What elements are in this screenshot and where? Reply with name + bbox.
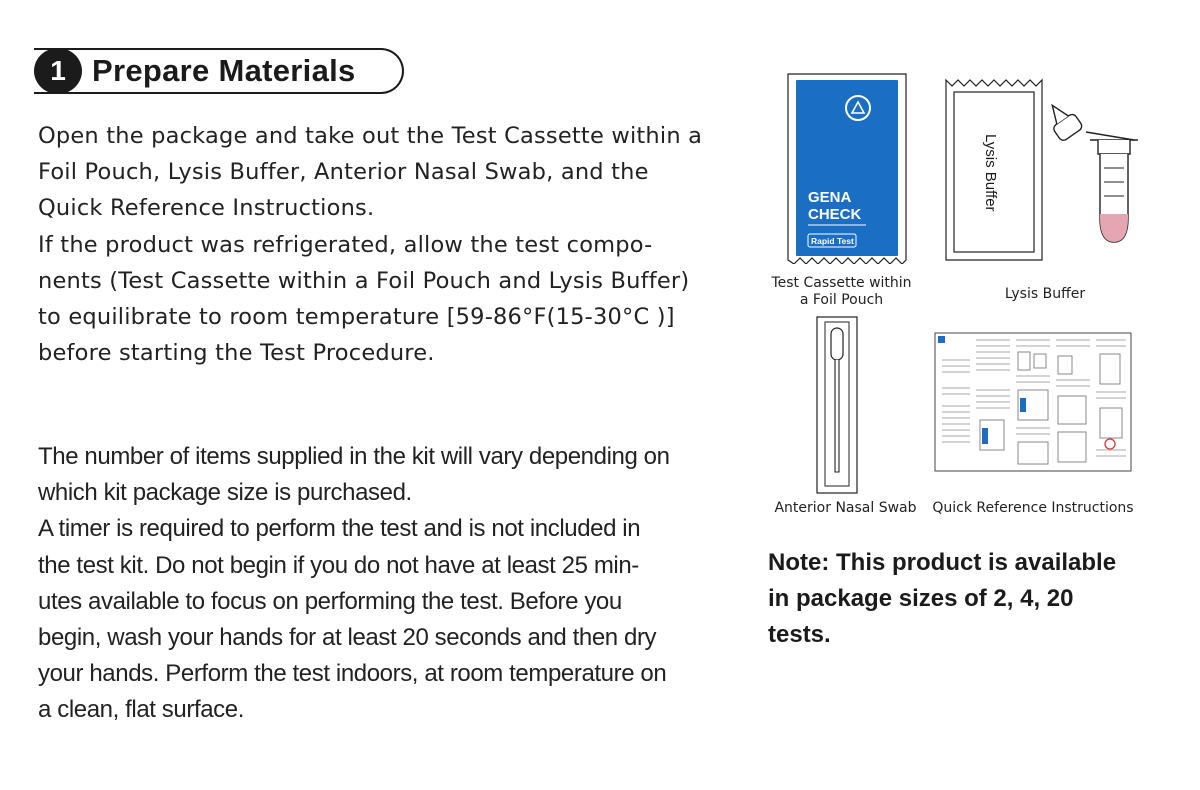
quick-reference-instructions-illustration xyxy=(934,332,1132,472)
buffer-tube-illustration xyxy=(1046,96,1142,246)
lysis-buffer-pouch-illustration xyxy=(944,78,1044,264)
brand-line2: CHECK xyxy=(808,206,862,223)
section-title: Prepare Materials xyxy=(92,53,356,88)
test-cassette-pouch-illustration xyxy=(786,72,908,264)
brand-line1: GENA xyxy=(808,189,852,206)
nasal-swab-caption: Anterior Nasal Swab xyxy=(774,500,917,516)
rapid-test-badge: Rapid Test xyxy=(811,236,854,246)
package-size-note: Note: This product is available in package sizes of 2, 4, 20 tests. xyxy=(768,549,1117,648)
quick-reference-caption: Quick Reference Instructions xyxy=(932,500,1134,516)
step-number-badge: 1 xyxy=(34,48,82,94)
lysis-pouch-label: Lysis Buffer xyxy=(982,134,999,212)
lysis-buffer-caption: Lysis Buffer xyxy=(1004,286,1086,302)
kit-usage-paragraph: The number of items supplied in the kit will vary depending on which kit package size is purchased. A timer is required to perform the test and is not included in the test kit. Do not begin if you do not have at least 25 min- utes available to focus on performing the test. Before you begin, wash your hands for at least 20 seconds and then dry your hands. Perform the test indoors, at room temperature on a clean, flat surface. xyxy=(38,443,670,724)
prepare-instructions-paragraph: Open the package and take out the Test Cassette within a Foil Pouch, Lysis Buffer, Anterior Nasal Swab, and the Quick Reference Instructions. If the product was refrigerated, allow the test compo- nents (Test Cassette within a Foil Pouch and Lysis Buffer) to equilibrate to room temperature [59-86°F(15-30°C )] before starting the Test Procedure. xyxy=(38,123,703,367)
cassette-caption: Test Cassette within a Foil Pouch xyxy=(771,275,912,308)
nasal-swab-illustration xyxy=(816,316,858,494)
